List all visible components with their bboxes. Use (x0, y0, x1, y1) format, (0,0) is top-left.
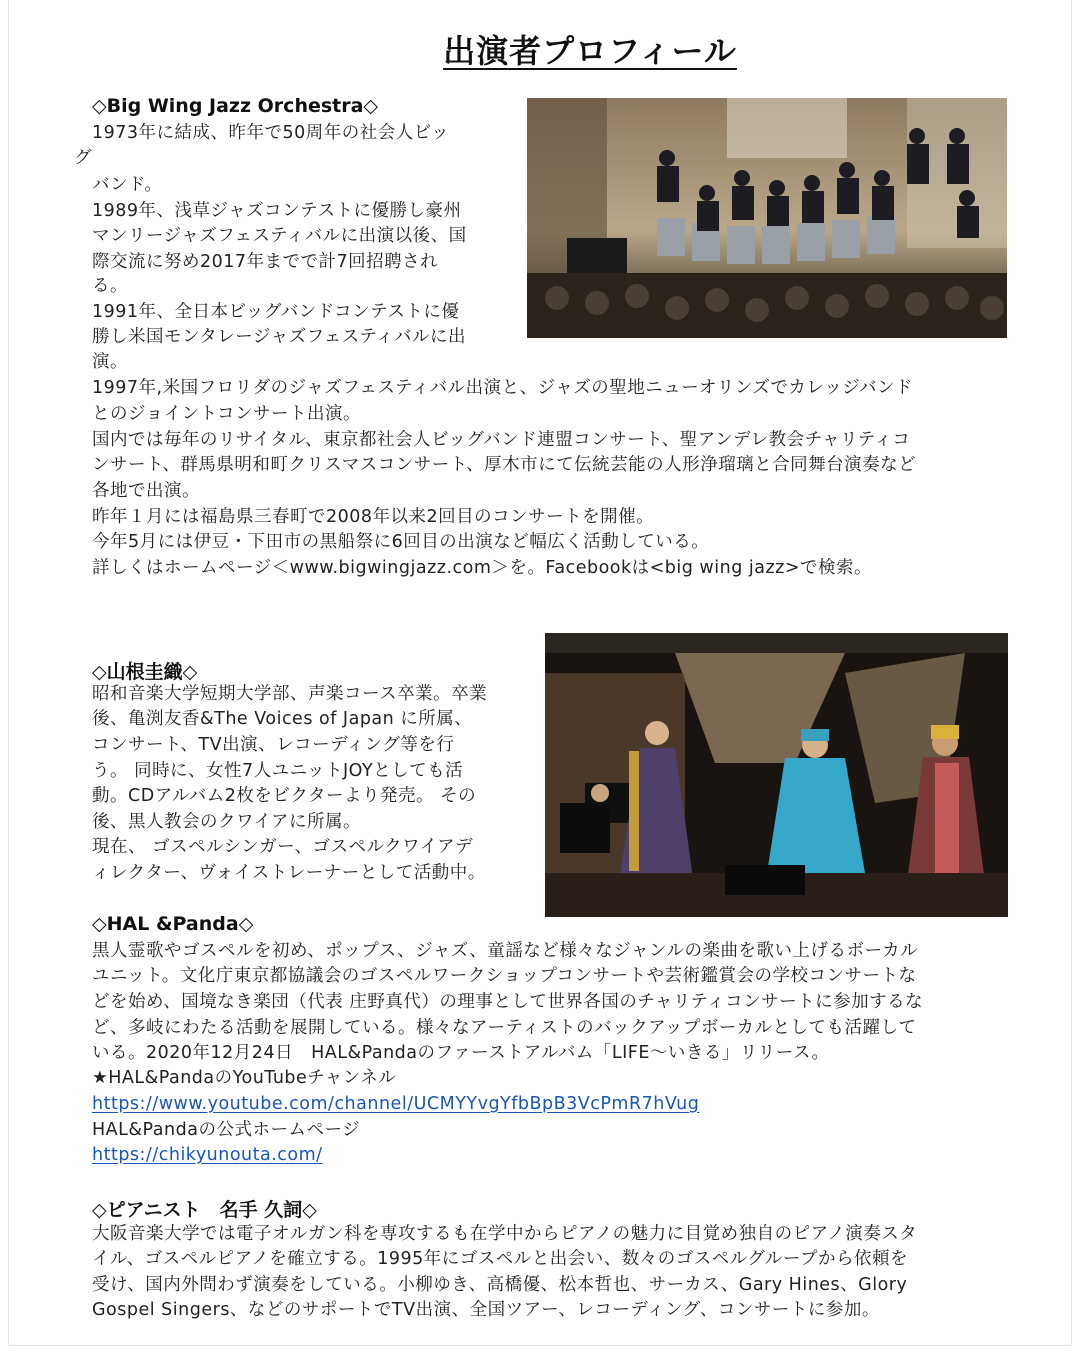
text-line: ユニット。文化庁東京都協議会のゴスペルワークショップコンサートや芸術鑑賞会の学校コンサートな (92, 966, 917, 986)
text-line: 国内では毎年のリサイタル、東京都社会人ビッグバンド連盟コンサート、聖アンデレ教会チャリティコ (92, 430, 911, 450)
text-line: る。 (92, 276, 128, 296)
text-line: 黒人霊歌やゴスペルを初め、ポップス、ジャズ、童謡など様々なジャンルの楽曲を歌い上げるボーカル (92, 941, 919, 961)
text-line: 際交流に努め2017年までで計7回招聘され (92, 252, 439, 272)
text-line: 1997年,米国フロリダのジャズフェスティバル出演と、ジャズの聖地ニューオリンズでカレッジバンド (92, 378, 913, 398)
text-line: ンサート、群馬県明和町クリスマスコンサート、厚木市にて伝統芸能の人形浄瑠璃と合同舞台演奏など (92, 455, 917, 475)
text-line: 受け、国内外問わず演奏をしている。小柳ゆき、高橋優、松本哲也、サーカス、Gary Hines、Glory (92, 1275, 908, 1295)
text-line: 昨年１月には福島県三春町で2008年以来2回目のコンサートを開催。 (92, 507, 655, 527)
text-line: 勝し米国モンタレージャズフェスティバルに出 (92, 327, 466, 347)
text-line: コンサート、TV出演、レコーディング等を行 (92, 735, 455, 755)
text-line: 1973年に結成、昨年で50周年の社会人ビッ (92, 123, 450, 143)
section-heading-pianist: ◇ピアニスト 名手 久詞◇ (92, 1199, 317, 1221)
text-line: ィレクター、ヴォイストレーナーとして活動中。 (92, 863, 486, 883)
text-line: 詳しくはホームページ＜www.bigwingjazz.com＞を。Facebookは<big wing jazz>で検索。 (92, 558, 872, 578)
text-line: とのジョイントコンサート出演。 (92, 404, 361, 424)
section-heading-yamane: ◇山根圭織◇ (92, 661, 198, 683)
text-line: いる。2020年12月24日 HAL&Pandaのファーストアルバム「LIFE〜いきる」リリース。 (92, 1043, 830, 1063)
homepage-link[interactable]: https://chikyunouta.com/ (92, 1145, 323, 1165)
text-line: 1989年、浅草ジャズコンテストに優勝し豪州 (92, 201, 462, 221)
singers-photo (545, 633, 1008, 917)
text-line: 1991年、全日本ビッグバンドコンテストに優 (92, 302, 460, 322)
text-line: 現在、 ゴスペルシンガー、ゴスペルクワイアデ (92, 837, 474, 857)
text-line: 後、亀渕友香&The Voices of Japan に所属、 (92, 709, 473, 729)
text-line: 後、黒人教会のクワイアに所属。 (92, 812, 361, 832)
text-line: ★HAL&PandaのYouTubeチャンネル (92, 1068, 397, 1088)
text-line: バンド。 (92, 175, 163, 195)
text-line: イル、ゴスペルピアノを確立する。1995年にゴスペルと出会い、数々のゴスペルグループから依頼を (92, 1249, 908, 1269)
section-heading-big-wing: ◇Big Wing Jazz Orchestra◇ (92, 95, 379, 117)
text-line: Gospel Singers、などのサポートでTV出演、全国ツアー、レコーディング、コンサートに参加。 (92, 1300, 880, 1320)
text-line: 動。CDアルバム2枚をビクターより発売。 その (92, 786, 477, 806)
text-line: 各地で出演。 (92, 481, 200, 501)
youtube-channel-link[interactable]: https://www.youtube.com/channel/UCMYYvgYfbBpB3VcPmR7hVug (92, 1094, 700, 1114)
text-line: グ (74, 148, 92, 168)
text-line: ど、多岐にわたる活動を展開している。様々なアーティストのバックアップボーカルとしても活躍して (92, 1018, 917, 1038)
big-band-photo (527, 98, 1007, 338)
text-line: どを始め、国境なき楽団（代表 庄野真代）の理事として世界各国のチャリティコンサートに参加するな (92, 992, 924, 1012)
text-line: 昭和音楽大学短期大学部、声楽コース卒業。卒業 (92, 684, 488, 704)
text-line: 大阪音楽大学では電子オルガン科を専攻するも在学中からピアノの魅力に目覚め独自のピアノ演奏スタ (92, 1224, 918, 1244)
text-line: マンリージャズフェスティバルに出演以後、国 (92, 226, 467, 246)
text-line: う。 同時に、女性7人ユニットJOYとしても活 (92, 761, 464, 781)
text-line: 演。 (92, 352, 128, 372)
text-line: 今年5月には伊豆・下田市の黒船祭に6回目の出演など幅広く活動している。 (92, 532, 710, 552)
section-heading-hal-panda: ◇HAL &Panda◇ (92, 913, 254, 935)
homepage-label: HAL&Pandaの公式ホームページ (92, 1120, 361, 1140)
page-title: 出演者プロフィール (443, 32, 737, 70)
